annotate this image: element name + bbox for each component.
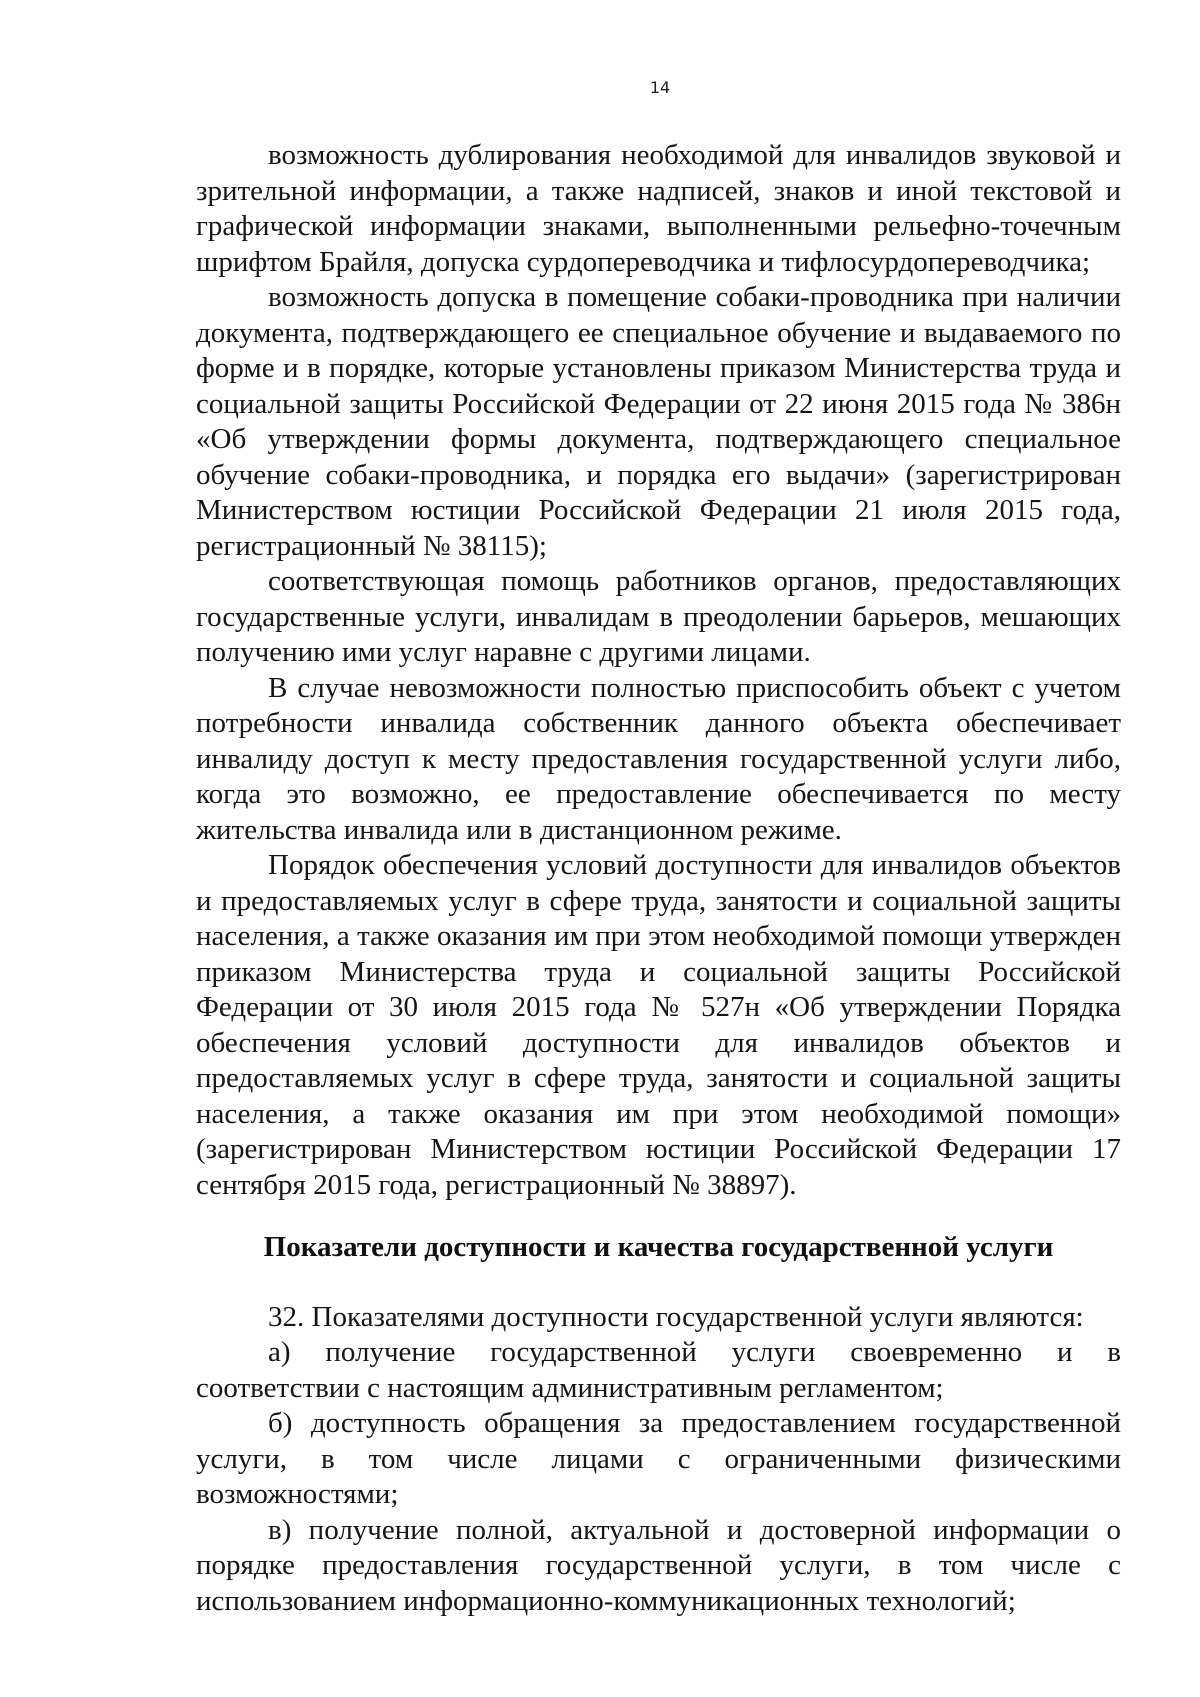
paragraph-item-32: 32. Показателями доступности государственной услуги являются: bbox=[268, 1300, 1084, 1333]
document-body bbox=[196, 138, 1121, 1619]
paragraph-item-v: в) получение полной, актуальной и достоверной информации о порядке предоставления государственной услуги, в том числе с использованием информационно-коммуникационных технологий; bbox=[196, 1513, 1121, 1617]
paragraph-impossibility-adaptation: В случае невозможности полностью приспособить объект с учетом потребности инвалида собственник данного объекта обеспечивает инвалиду доступ к месту предоставления государственной услуги либо, когда это возможно, ее предоставление обеспечивается по месту жительства инвалида или в дистанционном режиме. bbox=[196, 671, 1121, 846]
paragraph-staff-assistance: соответствующая помощь работников органов, предоставляющих государственные услуги, инвалидам в преодолении барьеров, мешающих получению ими услуг наравне с другими лицами. bbox=[196, 565, 1121, 668]
paragraph-guide-dog-access: возможность допуска в помещение собаки-проводника при наличии документа, подтверждающего ее специальное обучение и выдаваемого по форме и в порядке, которые установлены приказом Министерства труда и социальной защиты Российской Федерации от 22 июня 2015 года № 386н «Об утверждении формы документа, подтверждающего специальное обучение собаки-проводника, и порядка его выдачи» (зарегистрирован Министерством юстиции Российской Федерации 21 июля 2015 года, регистрационный № 38115); bbox=[196, 281, 1121, 562]
paragraph-accessibility-order: Порядок обеспечения условий доступности для инвалидов объектов и предоставляемых услуг в сфере труда, занятости и социальной защиты населения, а также оказания им при этом необходимой помощи утвержден приказом Министерства труда и социальной защиты Российской Федерации от 30 июля 2015 года № 527н «Об утверждении Порядка обеспечения условий доступности для инвалидов объектов и предоставляемых услуг в сфере труда, занятости и социальной защиты населения, а также оказания им при этом необходимой помощи» (зарегистрирован Министерством юстиции Российской Федерации 17 сентября 2015 года, регистрационный № 38897). bbox=[196, 849, 1121, 1201]
page-number: 14 bbox=[649, 78, 671, 97]
paragraph-item-b: б) доступность обращения за предоставлением государственной услуги, в том числе лицами с ограниченными физическими возможностями; bbox=[196, 1407, 1121, 1510]
section-heading: Показатели доступности и качества государственной услуги bbox=[263, 1231, 1054, 1263]
paragraph-item-a: а) получение государственной услуги своевременно и в соответствии с настоящим административным регламентом; bbox=[196, 1336, 1121, 1404]
paragraph-sound-visual-duplication: возможность дублирования необходимой для инвалидов звуковой и зрительной информации, а также надписей, знаков и иной текстовой и графической информации знаками, выполненными рельефно-точечным шрифтом Брайля, допуска сурдопереводчика и тифлосурдопереводчика; bbox=[196, 139, 1121, 278]
